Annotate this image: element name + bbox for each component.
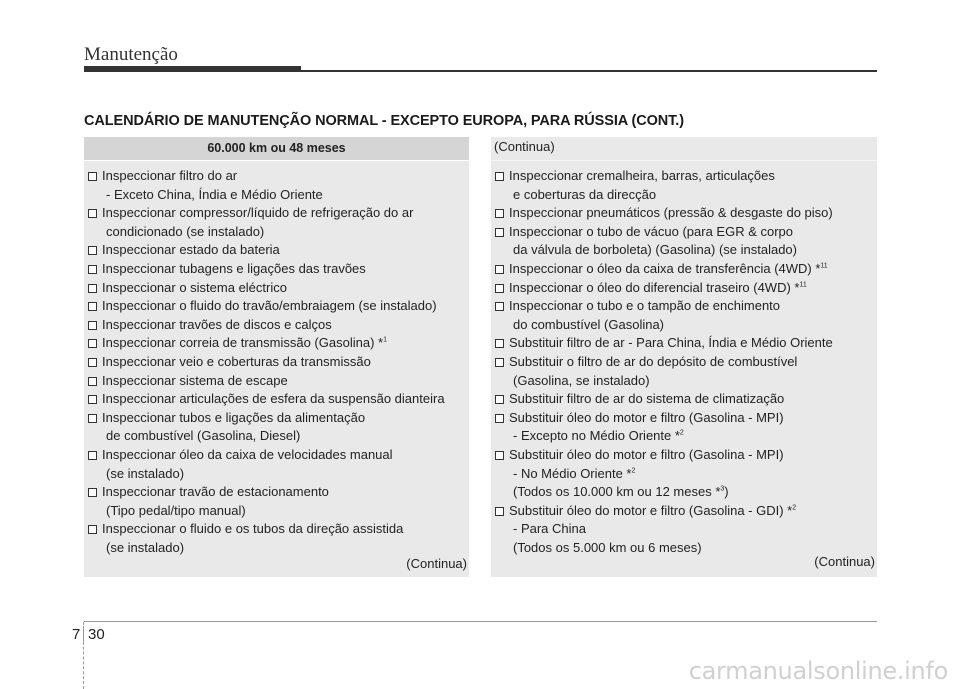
checkbox-icon [495,339,504,348]
item-text: Inspeccionar o fluido e os tubos da direção assistida [102,521,404,537]
checkbox-icon [88,488,97,497]
item-text: Inspeccionar o fluido do travão/embraiagem (se instalado) [102,298,437,314]
checklist-item [88,334,469,353]
checklist-item [495,204,877,223]
item-continuation: - Excepto no Médio Oriente *$^2$ [513,428,684,444]
item-text: Inspeccionar travões de discos e calços [102,316,332,332]
checklist-item [495,223,877,260]
interval-heading: 60.000 km ou 48 meses [84,137,469,161]
item-text: Inspeccionar o óleo da caixa de transferência (4WD) *$^{11}$ [509,260,828,276]
item-continuation: (se instalado) [106,465,185,481]
right-column [491,137,877,577]
checkbox-icon [495,265,504,274]
item-text: Substituir óleo do motor e filtro (Gasolina - MPI) [509,409,784,425]
checkbox-icon [495,284,504,293]
checklist-item [495,167,877,204]
checkbox-icon [88,265,97,274]
item-text: Inspeccionar correia de transmissão (Gasolina) *$^1$ [102,335,387,351]
checkbox-icon [495,451,504,460]
header-rule [301,70,877,72]
checklist-item [495,409,877,446]
item-text: Inspeccionar compressor/líquido de refrigeração do ar [102,205,414,221]
left-checklist [84,161,469,557]
footnote-marker: 11 [799,281,807,289]
checkbox-icon [88,395,97,404]
footnote-marker: 2 [631,467,636,475]
item-continuation: (Tipo pedal/tipo manual) [106,502,246,518]
watermark: carmanualsonline.info [688,657,948,685]
item-text: Inspeccionar tubos e ligações da alimentação [102,409,366,425]
checkbox-icon [495,414,504,423]
checklist-item [495,502,877,558]
footnote-marker: 11 [820,262,828,270]
checklist-item [495,297,877,334]
checklist-item [495,390,877,409]
item-continuation: condicionado (se instalado) [106,223,265,239]
checkbox-icon [495,302,504,311]
checklist-item [88,520,469,557]
item-text: Inspeccionar articulações de esfera da suspensão dianteira [102,391,445,407]
item-text: Inspeccionar o tubo e o tampão de enchimento [509,298,781,314]
footer-vertical-rule [83,622,84,689]
checkbox-icon [495,172,504,181]
item-continuation: (se instalado) [106,539,185,555]
checklist-item [88,409,469,446]
checklist-item [495,334,877,353]
item-continuation: do combustível (Gasolina) [513,316,665,332]
checklist-item [88,390,469,409]
checkbox-icon [88,246,97,255]
item-text: Inspeccionar o óleo do diferencial traseiro (4WD) *$^{11}$ [509,279,807,295]
checklist-item [495,353,877,390]
checkbox-icon [88,451,97,460]
checkbox-icon [88,284,97,293]
item-text: Inspeccionar cremalheira, barras, articulações [509,168,775,183]
item-text: Inspeccionar tubagens e ligações das travões [102,260,366,276]
checkbox-icon [495,228,504,237]
right-checklist [491,161,877,557]
continued-top-label: (Continua) [491,137,877,161]
checklist-item [88,260,469,279]
item-text: Inspeccionar filtro do ar [102,168,238,183]
item-continuation: de combustível (Gasolina, Diesel) [106,428,301,444]
checkbox-icon [88,321,97,330]
checkbox-icon [88,377,97,386]
footer-rule [84,621,877,622]
item-continuation: - Para China [513,521,586,537]
item-text: Inspeccionar pneumáticos (pressão & desgaste do piso) [509,205,833,221]
item-text: Inspeccionar estado da bateria [102,242,280,258]
item-continuation: da válvula de borboleta) (Gasolina) (se instalado) [513,242,797,258]
item-text: Substituir o filtro de ar do depósito de combustível [509,353,798,369]
item-text: Inspeccionar veio e coberturas da transmissão [102,353,371,369]
item-text: Substituir óleo do motor e filtro (Gasolina - GDI) *$^2$ [509,502,797,518]
checklist-item [88,316,469,335]
checkbox-icon [88,302,97,311]
item-continuation: (Todos os 5.000 km ou 6 meses) [513,539,702,555]
checklist-item [88,372,469,391]
footnote-marker: 2 [679,429,684,437]
item-text: Inspeccionar travão de estacionamento [102,484,329,500]
checklist-item [88,279,469,298]
item-text: Inspeccionar óleo da caixa de velocidades manual [102,446,393,462]
item-continuation: - No Médio Oriente *$^2$ [513,465,636,481]
checklist-item [495,446,877,502]
checklist-item [495,279,877,298]
footnote-marker: 2 [792,504,797,512]
item-text: Inspeccionar sistema de escape [102,372,288,388]
checkbox-icon [88,209,97,218]
checkbox-icon [88,525,97,534]
footnote-marker: 1 [383,337,387,345]
left-column [84,137,469,577]
section-title: CALENDÁRIO DE MANUTENÇÃO NORMAL - EXCEPTO EUROPA, PARA RÚSSIA (CONT.) [84,113,684,129]
chapter-number: 7 [72,626,81,643]
running-header: Manutenção [84,44,178,65]
item-continuation: (Todos os 10.000 km ou 12 meses *$^3$) [513,484,729,500]
header-bar [84,66,301,72]
checklist-item [88,483,469,520]
item-continuation: - Exceto China, Índia e Médio Oriente [106,186,323,202]
item-text: Inspeccionar o sistema eléctrico [102,279,287,295]
checkbox-icon [88,339,97,348]
checklist-item [88,446,469,483]
page-number: 30 [88,626,105,643]
checkbox-icon [495,358,504,367]
checkbox-icon [88,358,97,367]
checklist-item [88,241,469,260]
checklist-item [88,167,469,204]
checkbox-icon [88,172,97,181]
checkbox-icon [495,507,504,516]
checklist-item [88,353,469,372]
checkbox-icon [495,395,504,404]
continued-label: (Continua) [406,556,467,571]
item-text: Inspeccionar o tubo de vácuo (para EGR & corpo [509,223,793,239]
item-continuation: e coberturas da direcção [513,186,657,202]
checklist-item [88,297,469,316]
item-continuation: (Gasolina, se instalado) [513,372,650,388]
checklist-item [88,204,469,241]
checklist-item [495,260,877,279]
item-text: Substituir filtro de ar - Para China, Índia e Médio Oriente [509,335,833,351]
continued-label: (Continua) [814,554,875,569]
checkbox-icon [88,414,97,423]
item-text: Substituir filtro de ar do sistema de climatização [509,391,785,407]
checkbox-icon [495,209,504,218]
item-text: Substituir óleo do motor e filtro (Gasolina - MPI) [509,446,784,462]
footnote-marker: 3 [720,485,725,493]
